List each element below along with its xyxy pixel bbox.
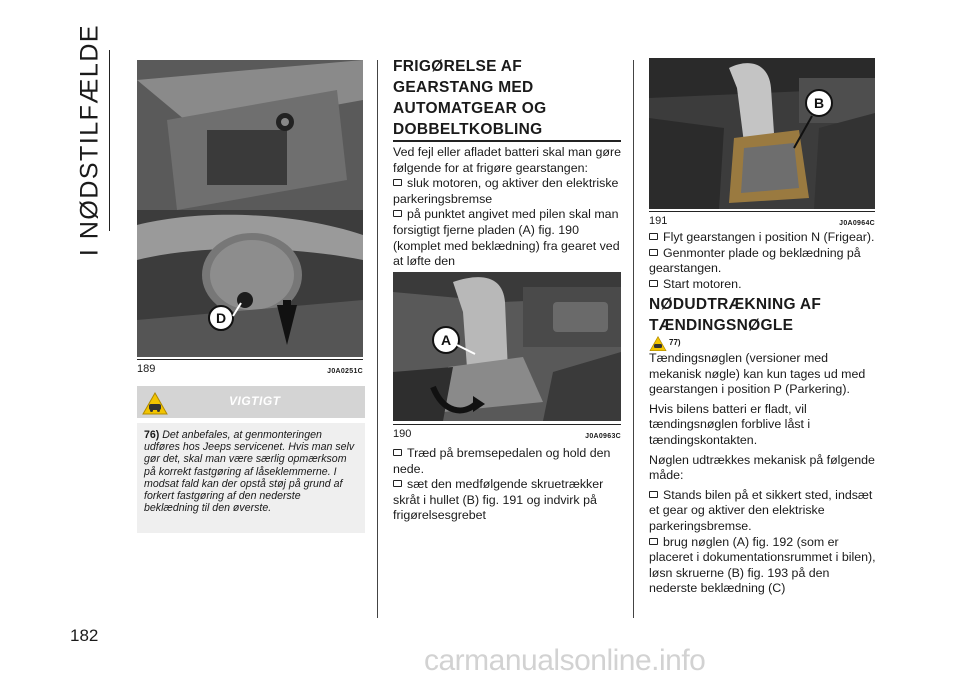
list-item-text: Stands bilen på et sikkert sted, indsæt et gear og aktiver den elektriske parkeringsbremse. bbox=[649, 487, 873, 533]
list-item bbox=[649, 488, 879, 535]
list-item-text: Genmonter plade og beklædning på gearstangen. bbox=[649, 245, 861, 276]
bullet-icon bbox=[649, 280, 658, 287]
bullet-icon bbox=[649, 491, 658, 498]
section-heading-key-extraction bbox=[649, 294, 821, 336]
figure-191-image bbox=[649, 58, 875, 209]
warning-header bbox=[137, 386, 365, 418]
warning-ref: 77) bbox=[669, 338, 681, 347]
bullet-icon bbox=[393, 210, 402, 217]
list-item-text: brug nøglen (A) fig. 192 (som er placeret i dokumentationsrummet i bilen), løsn skruerne (B) fig. 193 på den nederste beklædning (C) bbox=[649, 534, 876, 596]
column-separator bbox=[377, 60, 378, 618]
figure-code: J0A0251C bbox=[327, 368, 363, 375]
figure-callout-label: B bbox=[813, 95, 825, 111]
bullet-icon bbox=[393, 179, 402, 186]
steering-column-illustration bbox=[137, 60, 363, 357]
list-item-text: sæt den medfølgende skruetrækker skråt i hullet (B) fig. 191 og indvirk på frigørelsesgrebet bbox=[393, 477, 604, 523]
figure-code: J0A0963C bbox=[585, 433, 621, 440]
bullet-icon bbox=[649, 233, 658, 240]
figure-190-image bbox=[393, 272, 621, 421]
figure-number: 189 bbox=[137, 363, 156, 375]
list-item bbox=[649, 246, 879, 277]
figure-189-caption bbox=[137, 359, 363, 375]
intro-paragraph: Ved fejl eller afladet batteri skal man gøre følgende for at frigøre gearstangen: bbox=[393, 145, 621, 175]
list-item-text: Træd på bremsepedalen og hold den nede. bbox=[393, 446, 611, 476]
list-item bbox=[393, 446, 623, 477]
paragraph: Hvis bilens batteri er fladt, vil tændingsnøglen forblive låst i tændingskontakten. bbox=[649, 401, 811, 447]
gear-release-text-c bbox=[649, 230, 879, 292]
figure-191-caption bbox=[649, 211, 875, 227]
figure-callout-label: D bbox=[215, 310, 227, 326]
figure-number: 190 bbox=[393, 428, 412, 440]
list-item-text: på punktet angivet med pilen skal man forsigtigt fjerne pladen (A) fig. 190 (komplet med beklædning) fra gearet ved at løfte den bbox=[393, 207, 620, 269]
list-item-text: Flyt gearstangen i position N (Frigear). bbox=[663, 230, 875, 244]
gear-release-text-b bbox=[393, 446, 623, 524]
gear-lever-illustration bbox=[393, 272, 621, 421]
warning-car-icon bbox=[142, 392, 168, 416]
warning-title: VIGTIGT bbox=[229, 394, 281, 408]
bullet-icon bbox=[393, 480, 402, 487]
key-extraction-text bbox=[649, 351, 879, 597]
heading-rule bbox=[393, 140, 621, 142]
heading-line: NØDUDTRÆKNING AF bbox=[649, 296, 822, 313]
column-separator bbox=[633, 60, 634, 618]
bullet-icon bbox=[649, 249, 658, 256]
list-item bbox=[393, 477, 623, 524]
heading-line: AUTOMATGEAR OG bbox=[393, 100, 547, 117]
bullet-icon bbox=[649, 538, 658, 545]
warning-car-icon bbox=[649, 336, 667, 352]
watermark: carmanualsonline.info bbox=[424, 644, 706, 677]
warning-text: Det anbefales, at genmonteringen udføres hos Jeeps servicenet. Hvis man selv gør det, skal man være særlig opmærksom på korrekt fastgøring af låseklemmerne. I modsat fald kan der opstå støj på grund af forkert fastgøring af den nederste beklædning til den øverste. bbox=[144, 429, 355, 515]
heading-line: DOBBELTKOBLING bbox=[393, 121, 543, 138]
warning-body bbox=[137, 423, 365, 533]
list-item bbox=[649, 277, 879, 293]
paragraph: Tændingsnøglen (versioner med mekanisk nøgle) kan kun tages ud med gearstangen i position P (Parkering). bbox=[649, 351, 866, 397]
figure-number: 191 bbox=[649, 215, 668, 227]
heading-line: FRIGØRELSE AF bbox=[393, 58, 523, 75]
chapter-title: I NØDSTILFÆLDE bbox=[75, 23, 104, 257]
warning-ref: 76) bbox=[144, 429, 160, 441]
paragraph: Nøglen udtrækkes mekanisk på følgende måde: bbox=[649, 452, 875, 483]
heading-line: GEARSTANG MED bbox=[393, 79, 534, 96]
chapter-title-rule bbox=[109, 50, 110, 231]
figure-190-caption bbox=[393, 424, 621, 440]
figure-callout-label: A bbox=[440, 332, 452, 348]
section-heading-gear-release bbox=[393, 56, 546, 140]
figure-code: J0A0964C bbox=[839, 220, 875, 227]
list-item-text: Start motoren. bbox=[663, 276, 742, 291]
gear-release-hole-illustration bbox=[649, 58, 875, 209]
list-item bbox=[649, 230, 879, 246]
list-item-text: sluk motoren, og aktiver den elektriske parkeringsbremse bbox=[393, 176, 619, 206]
gear-release-text-a bbox=[393, 145, 623, 270]
list-item bbox=[649, 535, 879, 597]
list-item bbox=[393, 207, 623, 269]
page-number: 182 bbox=[70, 626, 99, 645]
list-item bbox=[393, 176, 623, 207]
heading-line: TÆNDINGSNØGLE bbox=[649, 317, 794, 334]
bullet-icon bbox=[393, 449, 402, 456]
figure-189-image bbox=[137, 60, 363, 357]
